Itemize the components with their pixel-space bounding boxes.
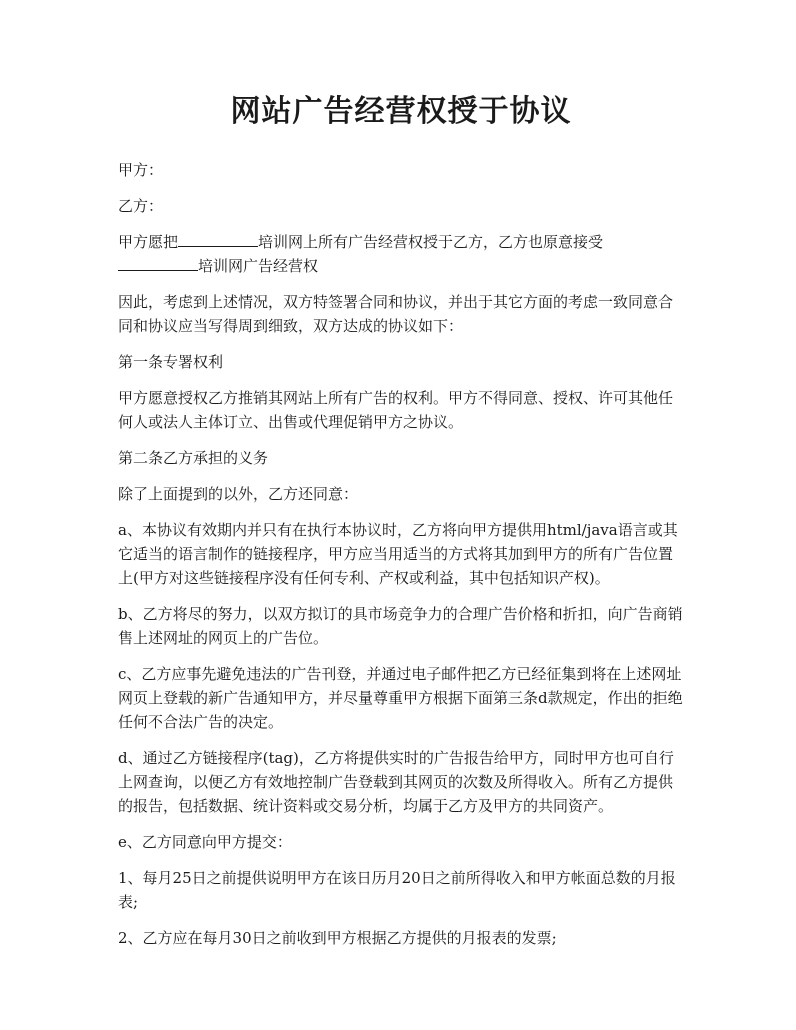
party-b-line: 乙方： <box>118 197 164 215</box>
intro-text-1: 甲方愿把 <box>118 233 179 251</box>
blank-line <box>178 232 258 247</box>
section-heading-2: 第二条乙方承担的义务 <box>118 449 269 467</box>
intro-text-2: 培训网上所有广告经营权授于乙方，乙方也原意接受 <box>258 233 604 251</box>
item-1: 1、每月25日之前提供说明甲方在该日历月20日之前所得收入和甲方帐面总数的月报表; <box>118 869 676 911</box>
item-2: 2、乙方应在每月30日之前收到甲方根据乙方提供的月报表的发票; <box>118 929 557 947</box>
document-title: 网站广告经营权授于协议 <box>230 94 572 129</box>
intro-paragraph <box>118 230 684 278</box>
paragraph-obligations-intro: 除了上面提到的以外，乙方还同意： <box>118 485 359 503</box>
intro-text-3: 培训网广告经营权 <box>198 257 319 275</box>
section-heading-1: 第一条专署权利 <box>118 353 224 371</box>
clause-e: e、乙方同意向甲方提交： <box>118 833 292 851</box>
clause-b: b、乙方将尽的努力，以双方拟订的具市场竞争力的合理广告价格和折扣，向广告商销售上述网址的网页上的广告位。 <box>118 605 683 647</box>
clause-d: d、通过乙方链接程序(tag)，乙方将提供实时的广告报告给甲方，同时甲方也可自行上网查询，以便乙方有效地控制广告登载到其网页的次数及所得收入。所有乙方提供的报告，包括数据、统计资料或交易分析，均属于乙方及甲方的共同资产。 <box>118 749 674 815</box>
paragraph-recital: 因此，考虑到上述情况，双方特签署合同和协议，并出于其它方面的考虑一致同意合同和协议应当写得周到细致，双方达成的协议如下： <box>118 293 674 335</box>
party-a-line: 甲方： <box>118 161 164 179</box>
clause-c: c、乙方应事先避免违法的广告刊登，并通过电子邮件把乙方已经征集到将在上述网址网页上登载的新广告通知甲方，并尽量尊重甲方根据下面第三条d款规定，作出的拒绝任何不合法广告的决定。 <box>118 665 683 731</box>
document-page <box>118 92 684 962</box>
paragraph-rights: 甲方愿意授权乙方推销其网站上所有广告的权利。甲方不得同意、授权、许可其他任何人或法人主体订立、出售或代理促销甲方之协议。 <box>118 389 674 431</box>
clause-a: a、本协议有效期内并只有在执行本协议时，乙方将向甲方提供用html/java语言或其它适当的语言制作的链接程序，甲方应当用适当的方式将其加到甲方的所有广告位置上(甲方对这些链接程序没有任何专利、产权或利益，其中包括知识产权)。 <box>118 521 678 587</box>
blank-line <box>118 256 198 271</box>
